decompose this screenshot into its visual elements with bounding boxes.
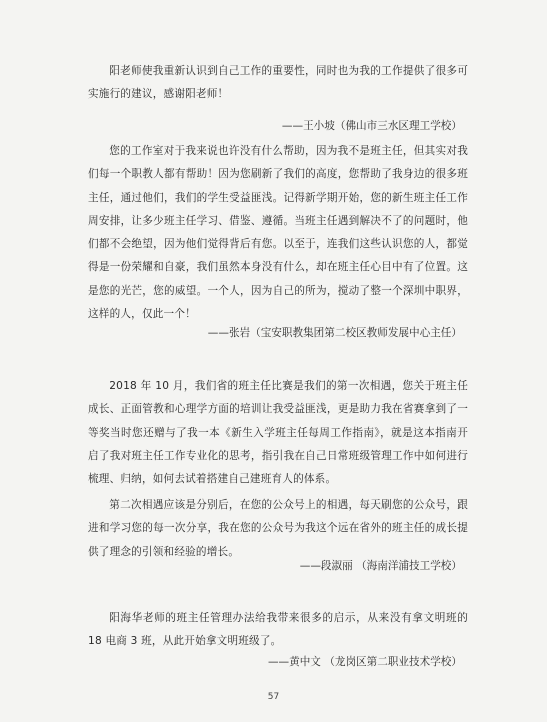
testimonial-signature: ——黄中文 （龙岗区第二职业技术学校） — [267, 656, 462, 668]
testimonial-paragraph: 2018 年 10 月，我们省的班主任比赛是我们的第一次相遇，您关于班主任成长、正面管教和心理学方面的培训让我受益匪浅，更是助力我在省赛拿到了一等奖当时您还赠与了我一本《新生入学班主任每周工作指南》，就是这本指南开启了我对班主任工作专业化的思考，指引我在自己日常班级管理工作中如何进行梳理、归纳，如何去试着搭建自己建班育人的体系。 — [88, 380, 468, 486]
testimonial-paragraph: 阳老师使我重新认识到自己工作的重要性，同时也为我的工作提供了很多可实施行的建议，感谢阳老师！ — [88, 65, 468, 101]
testimonial-paragraph: 您的工作室对于我来说也许没有什么帮助，因为我不是班主任，但其实对我们每一个职教人都有帮助！因为您刷新了我们的高度，您帮助了我身边的很多班主任，通过他们，我们的学生受益匪浅。记得新学期开始，您的新生班主任工作周安排，让多少班主任学习、借鉴、遵循。当班主任遇到解决不了的问题时，他们都不会绝望，因为他们觉得背后有您。以至于，连我们这些认识您的人，都觉得是一份荣耀和自豪，我们虽然本身没有什么，却在班主任心目中有了位置。这是您的光芒，您的威望。一个人，因为自己的所为，搅动了整一个深圳中职界，这样的人，仅此一个！ — [88, 145, 468, 321]
testimonial-paragraph: 第二次相遇应该是分别后，在您的公众号上的相遇，每天刷您的公众号，跟进和学习您的每一次分享，我在您的公众号为我这个远在省外的班主任的成长提供了理念的引领和经验的增长。 — [88, 499, 468, 558]
page-number: 57 — [267, 692, 280, 702]
testimonial-signature: ——张岩（宝安职教集团第二校区教师发展中心主任） — [207, 327, 462, 339]
testimonial-signature: ——王小坡（佛山市三水区理工学校） — [281, 120, 462, 132]
testimonial-paragraph: 阳海华老师的班主任管理办法给我带来很多的启示，从来没有拿文明班的 18 电商 3 班，从此开始拿文明班级了。 — [88, 612, 468, 648]
testimonial-signature: ——段淑丽 （海南洋浦技工学校） — [299, 560, 462, 572]
